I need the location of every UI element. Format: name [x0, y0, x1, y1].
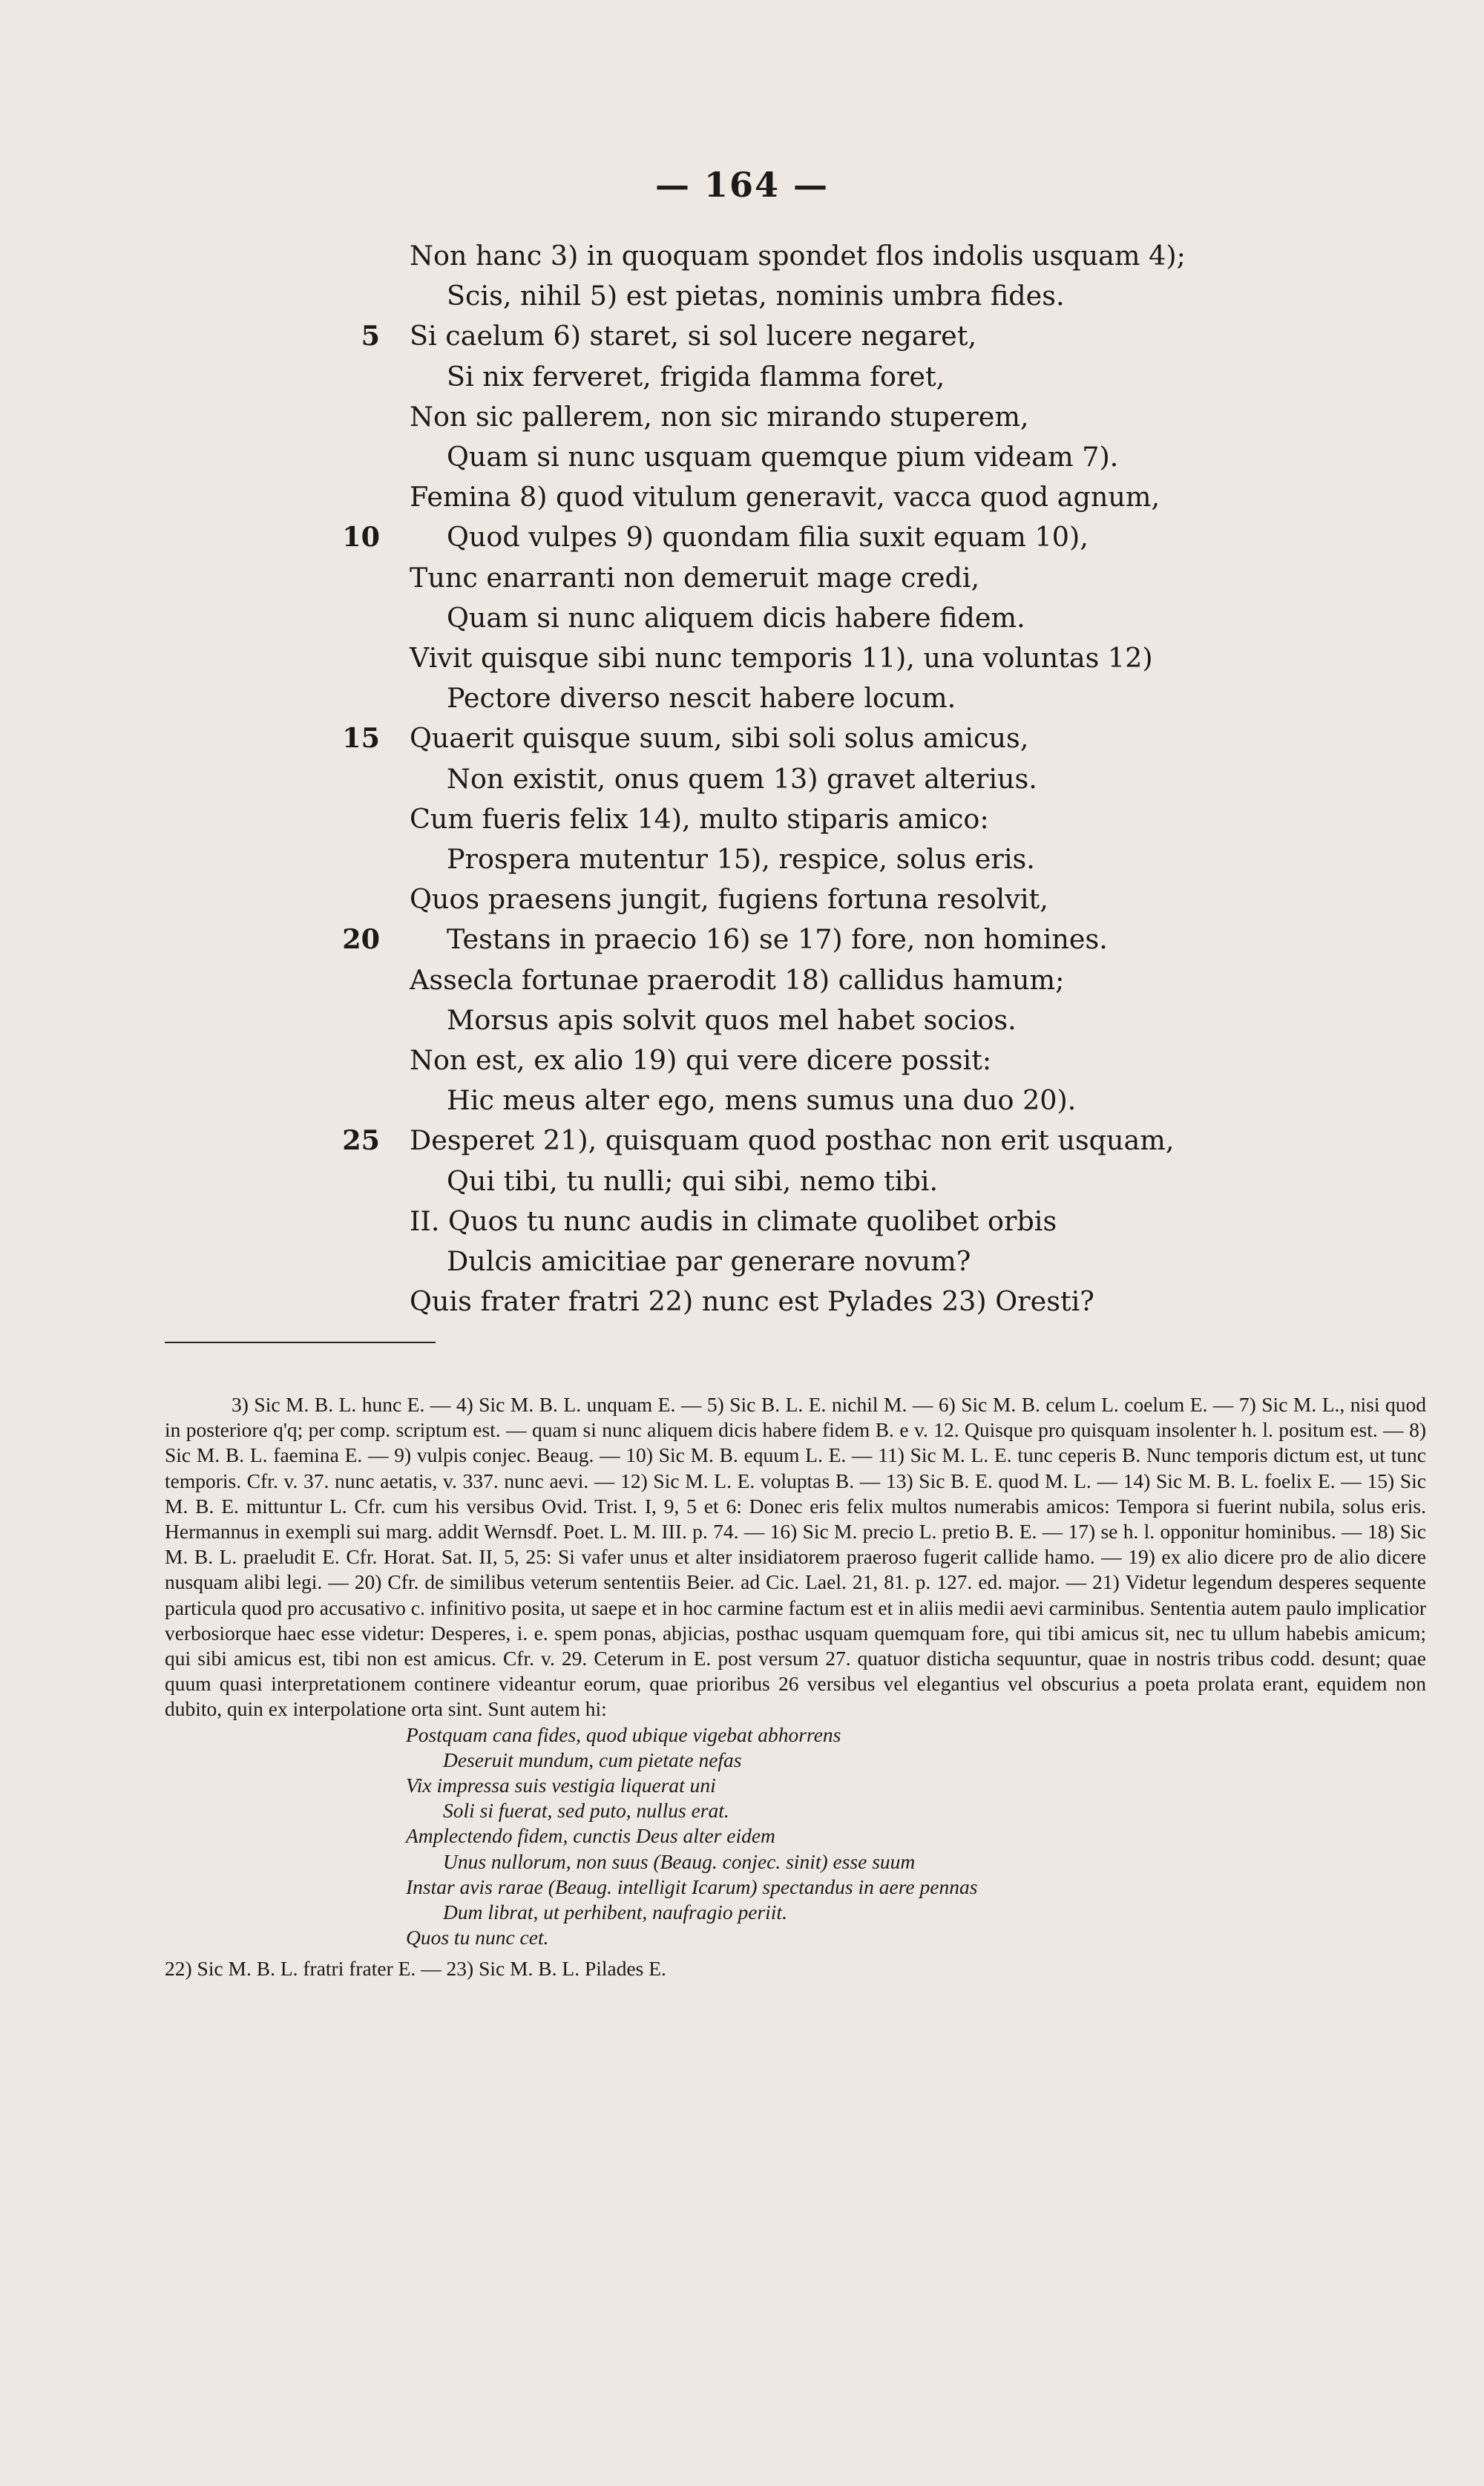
- verse-text: Testans in praecio 16) se 17) fore, non homines.: [447, 923, 1108, 956]
- verse-text: II. Quos tu nunc audis in climate quolibet orbis: [410, 1204, 1057, 1237]
- footnotes: [165, 1392, 1426, 1982]
- verse-text: Desperet 21), quisquam quod posthac non erit usquam,: [410, 1124, 1175, 1157]
- verse-text: Non sic pallerem, non sic mirando stuperem,: [410, 400, 1029, 433]
- verse-text: Scis, nihil 5) est pietas, nominis umbra fides.: [447, 280, 1065, 312]
- verse-text: Pectore diverso nescit habere locum.: [447, 682, 956, 715]
- verse-text: Femina 8) quod vitulum generavit, vacca quod agnum,: [410, 481, 1160, 514]
- verse-text: Qui tibi, tu nulli; qui sibi, nemo tibi.: [447, 1164, 939, 1197]
- verse-number: 15: [342, 722, 380, 755]
- quoted-verse-line: Vix impressa suis vestigia liquerat uni: [406, 1774, 716, 1797]
- footnote-text: 3) Sic M. B. L. hunc E. — 4) Sic M. B. L. unquam E. — 5) Sic B. L. E. nichil M. — 6) Sic M. B. celum L. coelum E. — 7) Sic M. L., nisi quod in posteriore q'q; per comp. scriptum est. — quam si nunc aliquem dicis habere fidem B. e v. 12. Quisque pro quisquam insolenter h. l. positum est. — 8) Sic M. B. L. faemina E. — 9) vulpis conjec. Beaug. — 10) Sic M. B. equum L. E. — 11) Sic M. L. E. tunc ceperis B. Nunc temporis dictum est, ut tunc temporis. Cfr. v. 37. nunc aetatis, v. 337. nunc aevi. — 12) Sic M. L. E. voluptas B. — 13) Sic B. E. quod M. L. — 14) Sic M. B. L. foelix E. — 15) Sic M. B. E. mittuntur L. Cfr. cum his versibus Ovid. Trist. I, 9, 5 et 6: Donec eris felix multos numerabis amicos: Tempora si fuerint nubila, solus eris. Hermannus in exempli sui marg. addit Wernsdf. Poet. L. M. III. p. 74. — 16) Sic M. precio L. pretio B. E. — 17) se h. l. opponitur hominibus. — 18) Sic M. B. L. praeludit E. Cfr. Horat. Sat. II, 5, 25: Si vafer unus et alter insidiatorem praeroso fugerit callide hamo. — 19) ex alio dicere pro de alio dicere nusquam alibi legi. — 20) Cfr. de similibus veterum sententiis Beier. ad Cic. Lael. 21, 81. p. 127. ed. major. — 21) Videtur legendum desperes sequente particula quod pro accusativo c. infinitivo posita, ut saepe et in hoc carmine factum est et in aliis medii aevi carminibus. Sententia autem paulo implicatior verbosiorque haec esse videtur: Desperes, i. e. spem ponas, abjicias, posthac usquam quemquam fore, qui tibi amicus sit, nec tu ullum habebis amicum; qui sibi amicus est, tibi non est amicus. Cfr. v. 29. Ceterum in E. post versum 27. quatuor disticha sequuntur, quae in nostris tribus codd. desunt; quae quum quasi interpretationem continere videantur eorum, quae prioribus 26 versibus vel elegantius vel obscurius a poeta prolata erant, equidem non dubito, quin ex interpolatione orta sint. Sunt autem hi:: [165, 1393, 1426, 1721]
- verse-text: Vivit quisque sibi nunc temporis 11), una voluntas 12): [410, 642, 1153, 674]
- quoted-verse-line: Dum librat, ut perhibent, naufragio periit.: [443, 1900, 787, 1924]
- quoted-verse-line: Instar avis rarae (Beaug. intelligit Icarum) spectandus in aere pennas: [406, 1875, 978, 1898]
- quoted-verse-line: Soli si fuerat, sed puto, nullus erat.: [443, 1799, 729, 1823]
- verse-text: Dulcis amicitiae par generare novum?: [447, 1245, 971, 1277]
- footnote-separator: [165, 1342, 436, 1343]
- verse-text: Prospera mutentur 15), respice, solus eris.: [447, 843, 1035, 875]
- verse-text: Non est, ex alio 19) qui vere dicere possit:: [410, 1044, 992, 1076]
- quoted-verse-line: Postquam cana fides, quod ubique vigebat abhorrens: [406, 1722, 841, 1746]
- quoted-verse-line: Quos tu nunc cet.: [406, 1926, 549, 1949]
- verse-text: Si caelum 6) staret, si sol lucere negaret,: [410, 320, 977, 352]
- verse-text: Assecla fortunae praerodit 18) callidus hamum;: [410, 963, 1065, 996]
- quoted-verse-line: Deseruit mundum, cum pietate nefas: [443, 1748, 742, 1771]
- verse-text: Non existit, onus quem 13) gravet alterius.: [447, 762, 1037, 795]
- quoted-verse-line: Unus nullorum, non suus (Beaug. conjec. sinit) esse suum: [443, 1849, 916, 1873]
- verse-text: Si nix ferveret, frigida flamma foret,: [447, 360, 945, 393]
- quoted-verse-line: Amplectendo fidem, cunctis Deus alter eidem: [406, 1824, 775, 1848]
- quoted-distichs: [165, 1722, 1426, 1951]
- verse-text: Cum fueris felix 14), multo stiparis amico:: [410, 802, 989, 835]
- verse-text: Quam si nunc aliquem dicis habere fidem.: [447, 601, 1025, 634]
- verse-number: 25: [342, 1124, 380, 1157]
- verse-text: Hic meus alter ego, mens sumus una duo 20).: [447, 1084, 1077, 1117]
- footnote-final: 22) Sic M. B. L. fratri frater E. — 23) Sic M. B. L. Pilades E.: [165, 1957, 666, 1981]
- verse-text: Tunc enarranti non demeruit mage credi,: [410, 561, 980, 594]
- verse-text: Quam si nunc usquam quemque pium videam 7).: [447, 441, 1119, 473]
- page-number: — 164 —: [654, 165, 830, 205]
- verse-text: Quod vulpes 9) quondam filia suxit equam 10),: [447, 521, 1089, 554]
- verse-number: 5: [361, 320, 380, 352]
- verse-text: Non hanc 3) in quoquam spondet flos indolis usquam 4);: [410, 240, 1186, 272]
- verse-number: 10: [342, 521, 380, 554]
- verse-text: Quis frater fratri 22) nunc est Pylades 23) Oresti?: [410, 1285, 1094, 1318]
- verse-text: Quaerit quisque suum, sibi soli solus amicus,: [410, 722, 1029, 755]
- verse-number: 20: [342, 923, 380, 956]
- verse-text: Morsus apis solvit quos mel habet socios.: [447, 1003, 1017, 1036]
- verse-text: Quos praesens jungit, fugiens fortuna resolvit,: [410, 883, 1048, 916]
